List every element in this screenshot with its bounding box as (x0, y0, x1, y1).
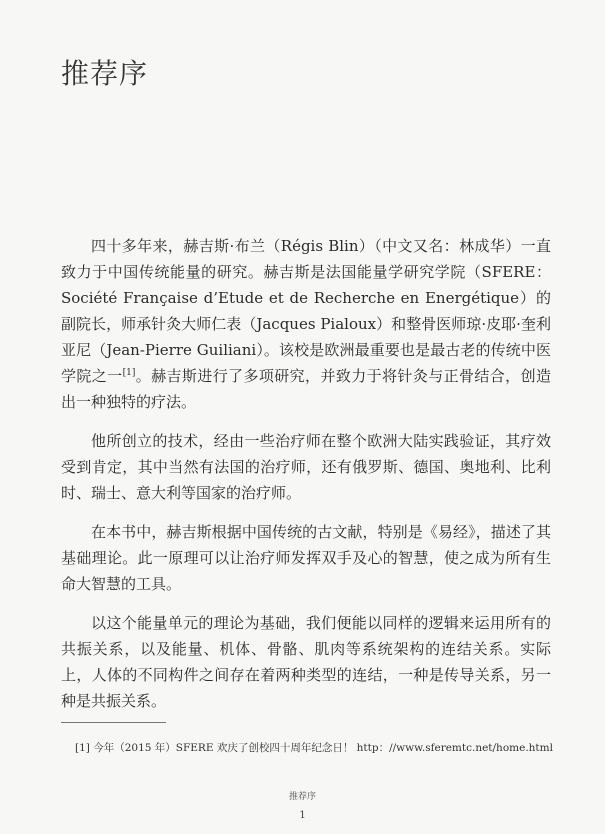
paragraph-4: 以这个能量单元的理论为基础，我们便能以同样的逻辑来运用所有的共振关系，以及能量、机体、骨骼、肌肉等系统架构的连结关系。实际上，人体的不同构件之间存在着两种类型的连结，一种是传导关系，另一种是共振关系。 (61, 614, 551, 710)
page-number: 1 (299, 810, 306, 821)
paragraph-3: 在本书中，赫吉斯根据中国传统的古文献，特别是《易经》，描述了其基础理论。此一原理可以让治疗师发挥双手及心的智慧，使之成为所有生命大智慧的工具。 (61, 523, 551, 593)
body-text (61, 233, 551, 727)
footnote-divider (61, 722, 166, 723)
running-header: 推荐序 (288, 792, 316, 802)
paragraph-1-text: 四十多年来，赫吉斯·布兰（Régis Blin）（中文又名：林成华）一直致力于中国传统能量的研究。赫吉斯是法国能量学研究学院（SFERE：Société Française d’Etude et de Recherche en Energétique）的副院长，师承针灸大师仁表（Jacques Pialoux）和整骨医师琼·皮耶·奎利亚尼（Jean-Pierre Guiliani）。该校是欧洲最重要也是最古老的传统中医学院之一 (61, 237, 551, 385)
paragraph-2: 他所创立的技术，经由一些治疗师在整个欧洲大陆实践验证，其疗效受到肯定，其中当然有法国的治疗师，还有俄罗斯、德国、奥地利、比利时、瑞士、意大利等国家的治疗师。 (61, 432, 551, 502)
paragraph-1 (61, 233, 551, 415)
paragraph-1-continuation: 。赫吉斯进行了多项研究，并致力于将针灸与正骨结合，创造出一种独特的疗法。 (61, 367, 551, 411)
page-title: 推荐序 (61, 57, 149, 90)
footnote-reference[interactable]: [1] (122, 368, 136, 378)
footnote: [1] 今年（2015 年）SFERE 欢庆了创校四十周年纪念日！ http：//www.sferemtc.net/home.html (75, 742, 553, 754)
